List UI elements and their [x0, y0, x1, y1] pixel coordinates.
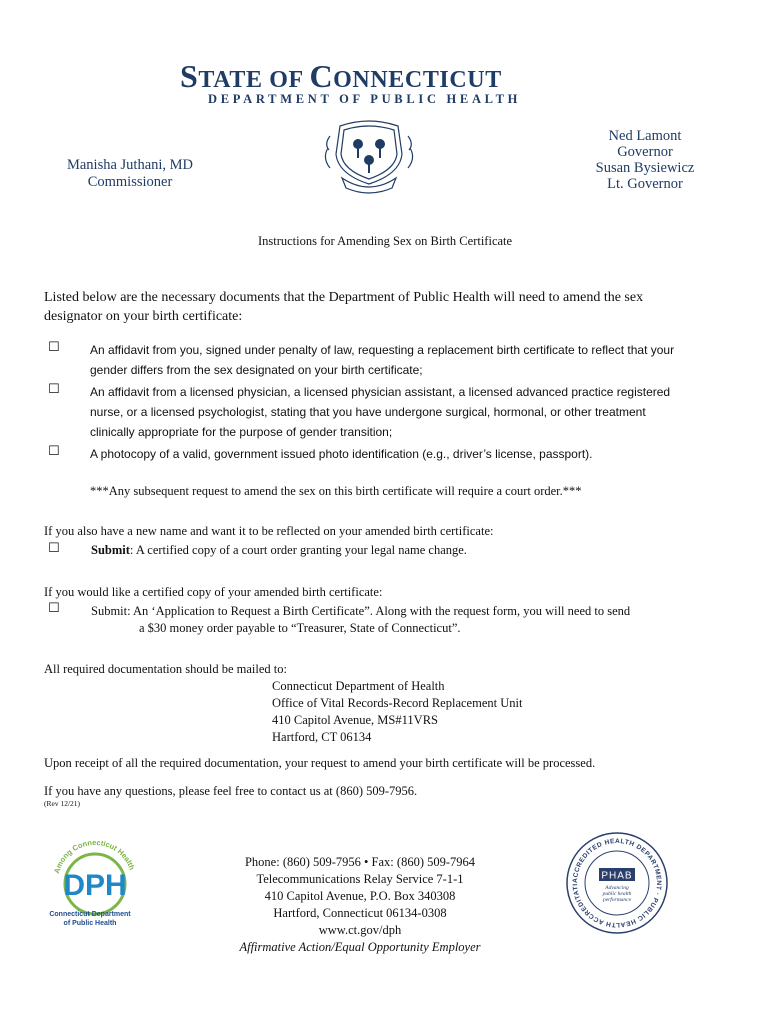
phab-tagline: public health	[602, 891, 632, 897]
title-initial-s: S	[180, 58, 199, 94]
requirement-line: An affidavit from you, signed under penalty of law, requesting a replacement birth certificate to reflect that your	[90, 343, 675, 357]
requirement-line: gender differs from the sex designated on your birth certificate;	[90, 363, 423, 377]
governor-name: Ned Lamont	[608, 128, 682, 144]
name-change-item	[91, 542, 467, 559]
name-change-text: : A certified copy of a court order granting your legal name change.	[129, 543, 467, 557]
dph-letters: DPH	[63, 869, 127, 902]
checkbox-icon[interactable]: ☐	[48, 541, 60, 556]
requirement-text	[90, 444, 740, 464]
dph-caption-line: of Public Health	[63, 920, 117, 927]
checkbox-icon[interactable]: ☐	[48, 340, 60, 355]
phab-letters: PHAB	[601, 870, 633, 882]
mailing-address	[272, 678, 522, 746]
commissioner-name: Manisha Juthani, MD	[66, 157, 194, 173]
questions-text: If you have any questions, please feel free to contact us at (860) 509-7956.	[44, 784, 418, 798]
governor-title: Governor	[617, 144, 673, 160]
lt-governor-title: Lt. Governor	[607, 176, 683, 192]
dph-arc-text: Among Connecticut Health	[52, 837, 137, 875]
page-title: Instructions for Amending Sex on Birth Certificate	[257, 234, 513, 248]
footer-address: 410 Capitol Avenue, P.O. Box 340308	[264, 889, 456, 903]
intro-paragraph	[44, 288, 724, 326]
commissioner-block	[60, 157, 200, 191]
phab-tagline: Advancing	[605, 885, 629, 891]
submit-label: Submit	[91, 543, 130, 557]
requirement-text	[90, 340, 740, 380]
name-change-intro: If you also have a new name and want it to be reflected on your amended birth certificate:	[44, 524, 494, 538]
address-line: 410 Capitol Avenue, MS#11VRS	[272, 713, 438, 727]
checkbox-icon[interactable]: ☐	[48, 601, 60, 616]
lt-governor-name: Susan Bysiewicz	[595, 160, 695, 176]
dph-caption	[40, 910, 140, 928]
copy-intro: If you would like a certified copy of your amended birth certificate:	[44, 585, 383, 599]
title-part-onnecticut: ONNECTICUT	[333, 67, 502, 93]
phab-tagline: performance	[602, 897, 632, 903]
dph-caption-line: Connecticut Department	[49, 911, 131, 918]
requirement-line: An affidavit from a licensed physician, a licensed physician assistant, a licensed advanced practice registered	[90, 385, 671, 399]
phab-ring-text: ACCREDITED HEALTH DEPARTMENT · PUBLIC HEALTH ACCREDITATI	[571, 837, 663, 929]
copy-line: a $30 money order payable to “Treasurer, State of Connecticut”.	[139, 621, 461, 635]
phab-seal-icon	[562, 828, 672, 938]
dph-logo	[40, 832, 150, 937]
commissioner-title: Commissioner	[87, 174, 173, 190]
requirement-line: clinically appropriate for the purpose of gender transition;	[90, 425, 393, 439]
intro-line: Listed below are the necessary documents that the Department of Public Health will need to amend the sex	[44, 290, 644, 305]
footer-contact	[210, 854, 510, 956]
title-initial-c: C	[309, 58, 334, 94]
requirement-text	[90, 382, 740, 442]
address-line: Connecticut Department of Health	[272, 679, 445, 693]
revision-note: (Rev 12/21)	[44, 799, 81, 808]
receipt-text: Upon receipt of all the required documentation, your request to amend your birth certificate will be processed.	[44, 756, 596, 770]
footer-phone: Phone: (860) 509-7956 • Fax: (860) 509-7964	[244, 855, 476, 869]
footer-city: Hartford, Connecticut 06134-0308	[273, 906, 447, 920]
phab-logo	[562, 828, 672, 943]
copy-line: Submit: An ‘Application to Request a Birth Certificate”. Along with the request form, you will need to send	[91, 604, 631, 618]
state-seal-icon	[320, 118, 418, 194]
requirement-line: nurse, or a licensed psychologist, stating that you have undergone surgical, hormonal, or other treatment	[90, 405, 646, 419]
footer-website-link[interactable]: www.ct.gov/dph	[318, 923, 402, 937]
address-line: Hartford, CT 06134	[272, 730, 372, 744]
footer-eoe: Affirmative Action/Equal Opportunity Employer	[239, 940, 481, 954]
department-name: DEPARTMENT OF PUBLIC HEALTH	[208, 92, 522, 106]
governor-block	[580, 128, 710, 192]
checkbox-icon[interactable]: ☐	[48, 382, 60, 397]
state-title	[180, 58, 600, 95]
checkbox-icon[interactable]: ☐	[48, 444, 60, 459]
footer-relay: Telecommunications Relay Service 7-1-1	[256, 872, 464, 886]
intro-line: designator on your birth certificate:	[44, 309, 243, 324]
mail-intro: All required documentation should be mailed to:	[44, 662, 287, 676]
address-line: Office of Vital Records-Record Replacement Unit	[272, 696, 523, 710]
requirement-line: A photocopy of a valid, government issued photo identification (e.g., driver’s license, passport).	[90, 447, 593, 461]
title-part-tate: TATE OF	[198, 67, 310, 93]
court-order-note: ***Any subsequent request to amend the sex on this birth certificate will require a court order.***	[90, 484, 582, 498]
